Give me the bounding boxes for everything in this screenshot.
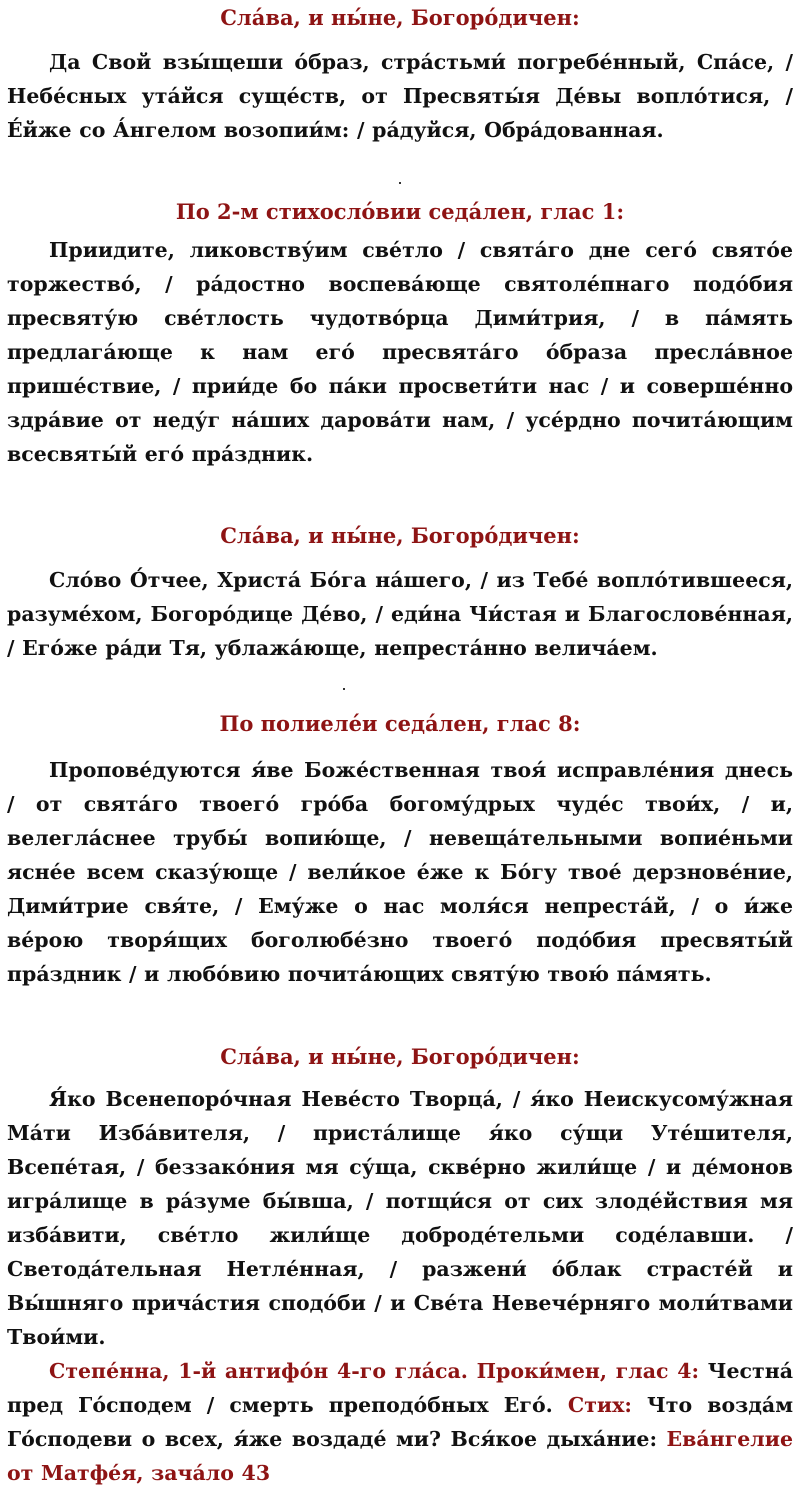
section-text-1: Да Свой взы́щеши о́браз, стра́стьми́ погребе́нный, Спа́се, / Небе́сных ута́йся суще́ств, от Пресвяты́я Де́вы вопло́тися, / Е́йже со А́нгелом возопии́м: / ра́дуйся, Обра́дованная.: [7, 50, 793, 142]
section-heading-1: Сла́ва, и ны́не, Богоро́дичен:: [220, 5, 580, 30]
final-paragraph: [7, 1354, 793, 1490]
section-text-3: Сло́во О́тчее, Христа́ Бо́га на́шего, / из Тебе́ вопло́тившееся, разуме́хом, Богоро́дице Де́во, / еди́на Чи́стая и Благослове́нная, / Его́же ра́ди Тя, ублажа́юще, непреста́нно велича́ем.: [7, 568, 793, 660]
section-text-2: Приидите, ликовству́им све́тло / свята́го дне сего́ свято́е торжество́, / ра́достно воспева́юще святоле́пнаго подо́бия пресвяту́ю све́тлость чудотво́рца Дими́трия, / в па́мять предлага́юще к нам его́ пресвята́го о́браза пресла́вное прише́ствие, / прии́де бо па́ки просвети́ти нас / и соверше́нно здра́вие от неду́г на́ших дарова́ти нам, / усе́рдно почита́ющим всесвяты́й его́ пра́здник.: [7, 238, 793, 466]
section-heading-4: По полиеле́и седа́лен, глас 8:: [219, 711, 581, 736]
separator-dot: [343, 688, 345, 690]
gospel-rubric: Ева́нгелие от Матфе́я, зача́ло 43: [7, 1427, 794, 1485]
section-text-5: Я́ко Всенепоро́чная Неве́сто Творца́, / я́ко Неискусому́жная Ма́ти Изба́вителя, / приста́лище я́ко су́щи Уте́шителя, Всепе́тая, / беззако́ния мя су́ща, скве́рно жили́ще / и де́монов игра́лище в ра́зуме бы́вша, / потщи́ся от сих злоде́йствия мя изба́вити, све́тло жили́ще доброде́тельми соде́лавши. / Светода́тельная Нетле́нная, / разжени́ о́блак страсте́й и Вы́шняго прича́стия сподо́би / и Све́та Невече́рняго моли́твами Твои́ми.: [7, 1087, 793, 1349]
prokimen-rubric: Степе́нна, 1-й антифо́н 4-го гла́са. Проки́мен, глас 4:: [49, 1359, 700, 1383]
stich-rubric: Стих:: [567, 1393, 632, 1417]
stich-text: Что возда́м Го́сподеви о всех, я́же воздаде́ ми? Вся́кое дыха́ние:: [7, 1393, 793, 1451]
separator-dot: [399, 182, 401, 184]
prokimen-text: Честна́ пред Го́сподем / смерть преподо́бных Его́.: [7, 1359, 793, 1417]
section-heading-2: По 2-м стихосло́вии седа́лен, глас 1:: [175, 199, 625, 224]
section-heading-3: Сла́ва, и ны́не, Богоро́дичен:: [220, 523, 580, 548]
section-heading-5: Сла́ва, и ны́не, Богоро́дичен:: [220, 1044, 580, 1069]
section-text-4: Пропове́дуются я́ве Боже́ственная твоя́ исправле́ния днесь / от свята́го твоего́ гро́ба богому́дрых чуде́с твои́х, / и, велегла́снее трубы́ вопию́ще, / невеща́тельными вопие́ньми ясне́е всем сказу́юще / вели́кое е́же к Бо́гу твое́ дерзнове́ние, Дими́трие свя́те, / Ему́же о нас моля́ся непреста́й, / о и́же ве́рою творя́щих боголюбе́зно твоего́ подо́бия пресвяты́й пра́здник / и любо́вию почита́ющих святу́ю твою́ па́мять.: [7, 758, 793, 986]
